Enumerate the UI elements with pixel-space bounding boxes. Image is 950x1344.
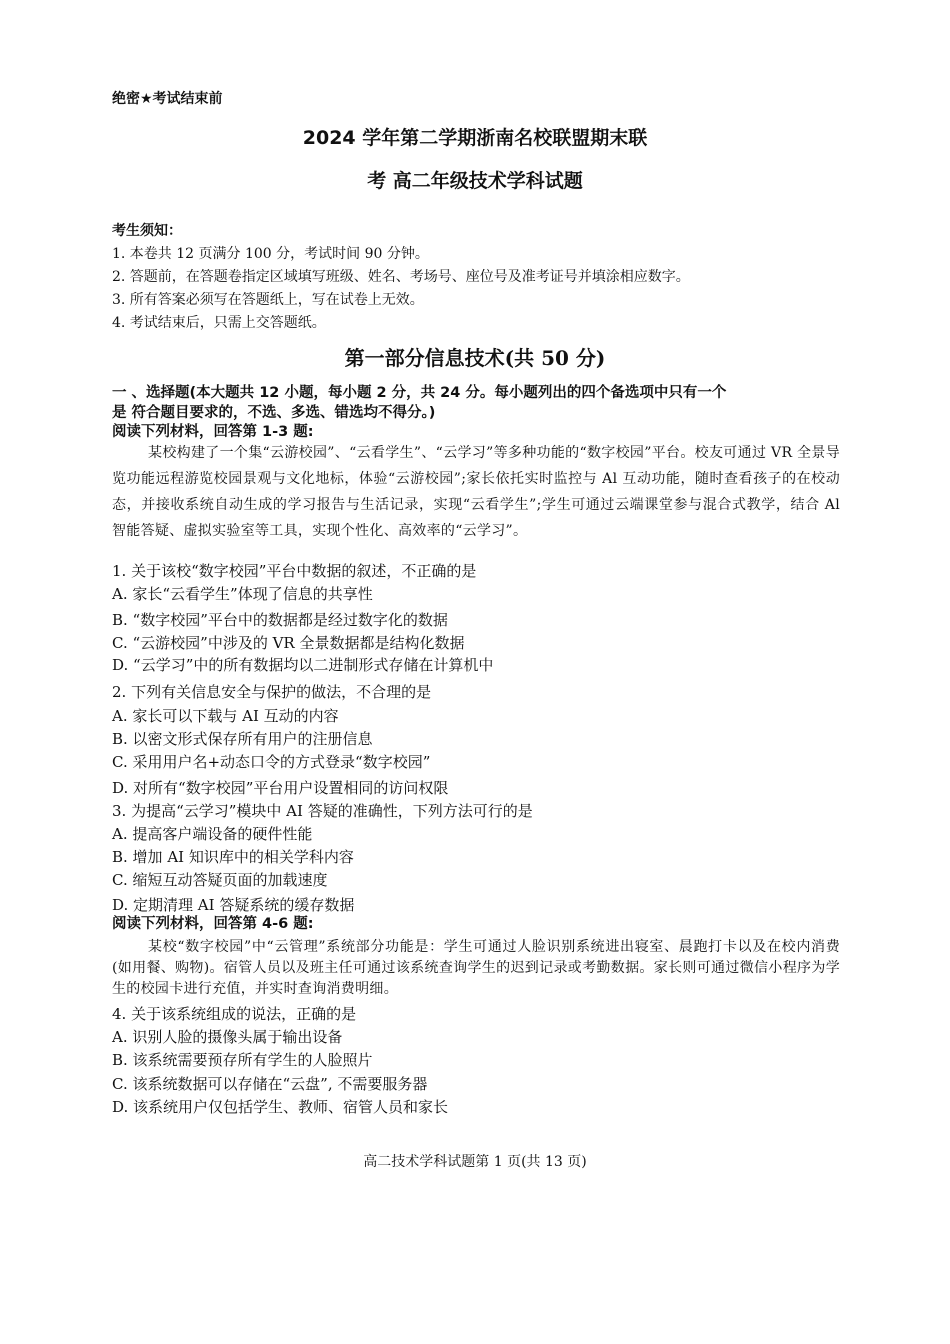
reading-heading-2: 阅读下列材料，回答第 4-6 题: <box>112 916 314 932</box>
question-4-stem: 4. 关于该系统组成的说法，正确的是 <box>112 1005 357 1023</box>
question-4-option-d: D. 该系统用户仅包括学生、教师、宿管人员和家长 <box>112 1098 449 1116</box>
part-heading-line1: 一 、选择题(本大题共 12 小题，每小题 2 分，共 24 分。每小题列出的四个备选项中只有一个 <box>112 385 727 401</box>
exam-title-line2: 考 高二年级技术学科试题 <box>367 170 583 192</box>
question-1-option-a: A. 家长“云看学生”体现了信息的共享性 <box>112 585 373 603</box>
section-title: 第一部分信息技术(共 50 分) <box>344 346 606 370</box>
question-2-option-a: A. 家长可以下载与 AI 互动的内容 <box>112 707 339 725</box>
question-4-option-a: A. 识别人脸的摄像头属于输出设备 <box>112 1028 343 1046</box>
question-3-option-b: B. 增加 AI 知识库中的相关学科内容 <box>112 848 354 866</box>
question-1-stem: 1. 关于该校“数字校园”平台中数据的叙述，不正确的是 <box>112 562 477 580</box>
question-2-stem: 2. 下列有关信息安全与保护的做法，不合理的是 <box>112 683 432 701</box>
page-footer: 高二技术学科试题第 1 页(共 13 页) <box>363 1154 587 1170</box>
notice-item: 2. 答题前，在答题卷指定区域填写班级、姓名、考场号、座位号及准考证号并填涂相应数字。 <box>112 269 690 285</box>
question-1-option-c: C. “云游校园”中涉及的 VR 全景数据都是结构化数据 <box>112 634 465 652</box>
notice-item: 1. 本卷共 12 页满分 100 分，考试时间 90 分钟。 <box>112 246 429 262</box>
question-1-option-b: B. “数字校园”平台中的数据都是经过数字化的数据 <box>112 611 448 629</box>
confidential-label: 绝密★考试结束前 <box>112 91 223 107</box>
question-2-option-c: C. 采用用户名+动态口令的方式登录“数字校园” <box>112 753 431 771</box>
question-1-option-d: D. “云学习”中的所有数据均以二进制形式存储在计算机中 <box>112 656 494 674</box>
reading-material-1: 某校构建了一个集“云游校园”、“云看学生”、“云学习”等多种功能的“数字校园”平台。校友可通过 VR 全景导览功能远程游览校园景观与文化地标，体验“云游校园”;家长依托实时监控与 Al 互动功能，随时查看孩子的在校动态，并接收系统自动生成的学习报告与生活记录，实现“云看学生”;学生可通过云端课堂参与混合式教学，结合 Al 智能答疑、虚拟实验室等工具，实现个性化、高效率的“云学习”。 <box>112 445 840 539</box>
notice-item: 3. 所有答案必须写在答题纸上，写在试卷上无效。 <box>112 292 424 308</box>
question-3-option-c: C. 缩短互动答疑页面的加载速度 <box>112 871 328 889</box>
notice-item: 4. 考试结束后，只需上交答题纸。 <box>112 315 326 331</box>
part-heading-line2: 是 符合题目要求的，不选、多选、错选均不得分。) <box>112 405 436 421</box>
reading-heading-1: 阅读下列材料，回答第 1-3 题: <box>112 424 314 440</box>
reading-material-2: 某校“数字校园”中“云管理”系统部分功能是：学生可通过人脸识别系统进出寝室、晨跑打卡以及在校内消费(如用餐、购物)。宿管人员以及班主任可通过该系统查询学生的迟到记录或考勤数据。家长则可通过微信小程序为学生的校园卡进行充值，并实时查询消费明细。 <box>112 939 840 997</box>
question-4-option-c: C. 该系统数据可以存储在“云盘”, 不需要服务器 <box>112 1075 428 1093</box>
question-3-stem: 3. 为提高“云学习”模块中 AI 答疑的准确性，下列方法可行的是 <box>112 802 533 820</box>
question-2-option-d: D. 对所有“数字校园”平台用户设置相同的访问权限 <box>112 779 449 797</box>
question-3-option-d: D. 定期清理 AI 答疑系统的缓存数据 <box>112 896 355 914</box>
exam-title-line1: 2024 学年第二学期浙南名校联盟期末联 <box>302 127 648 149</box>
question-2-option-b: B. 以密文形式保存所有用户的注册信息 <box>112 730 373 748</box>
notice-heading: 考生须知： <box>112 223 182 239</box>
question-4-option-b: B. 该系统需要预存所有学生的人脸照片 <box>112 1051 373 1069</box>
question-3-option-a: A. 提高客户端设备的硬件性能 <box>112 825 313 843</box>
